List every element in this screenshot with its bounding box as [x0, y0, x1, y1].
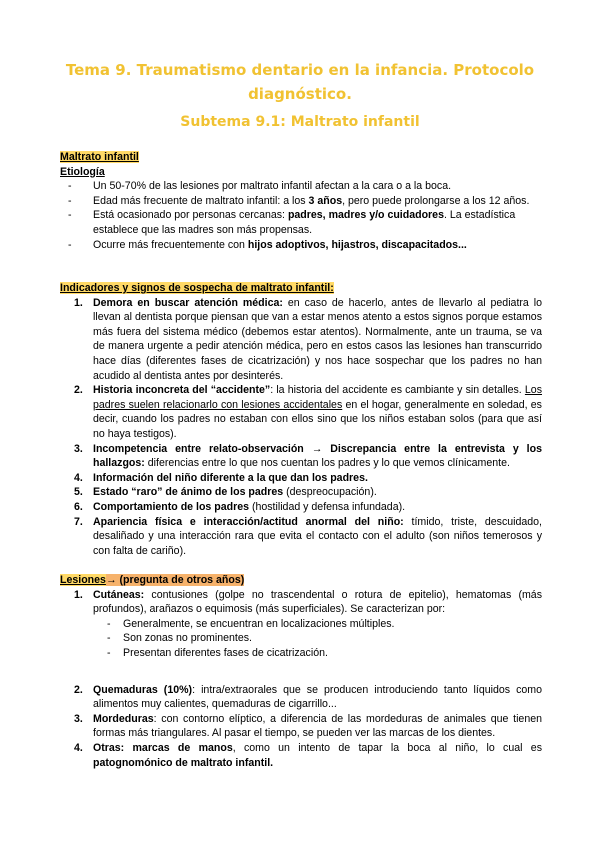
list-item: 3. Mordeduras: con contorno elíptico, a diferencia de las mordeduras de animales que tienen formas más triangulares. Al pasar el tiempo, se pueden ver las marcas de los dientes.: [74, 712, 542, 740]
document-title: [60, 58, 540, 106]
list-item: - Ocurre más frecuentemente con hijos adoptivos, hijastros, discapacitados...: [60, 238, 542, 253]
section-etiology: [60, 150, 542, 252]
list-item: 4. Otras: marcas de manos, como un intento de tapar la boca al niño, lo cual es patognomónico de maltrato infantil.: [74, 741, 542, 769]
list-item: - Un 50-70% de las lesiones por maltrato infantil afectan a la cara o a la boca.: [60, 179, 542, 194]
sub-list-item: - Generalmente, se encuentran en localizaciones múltiples.: [93, 617, 542, 632]
list-item: - Edad más frecuente de maltrato infantil: a los 3 años, pero puede prolongarse a los 12 años.: [60, 194, 542, 209]
section-indicators: [60, 281, 542, 558]
list-item: 5. Estado “raro” de ánimo de los padres (despreocupación).: [74, 486, 377, 499]
title-line-1: Tema 9. Traumatismo dentario en la infancia. Protocolo: [65, 61, 535, 79]
sub-list-item: - Son zonas no prominentes.: [93, 631, 542, 646]
list-item: 6. Comportamiento de los padres (hostilidad y defensa infundada).: [74, 500, 406, 513]
section-heading-indicadores: Indicadores y signos de sospecha de maltrato infantil:: [60, 282, 334, 294]
list-item: 7. Apariencia física e interacción/actitud anormal del niño: tímido, triste, descuidado, desaliñado y una interacción rara que evita el contacto con el adulto (son niños temerosos y con falta de cariño).: [74, 515, 543, 557]
list-item: 3. Incompetencia entre relato-observación → Discrepancia entre la entrevista y los hallazgos: diferencias entre lo que nos cuentan los padres y lo que vemos clínicamente.: [74, 442, 542, 470]
section-heading-lesiones: Lesiones: [60, 574, 106, 586]
subheading-etiologia: Etiología: [60, 165, 105, 178]
sub-list: [93, 617, 542, 661]
list-item: 1. Demora en buscar atención médica: en caso de hacerlo, antes de llevarlo al pediatra lo llevan al dentista porque piensan que van a estar menos atento a estos signos porque estamos más fuera del sistema médico (debemos estar atentos). Normalmente, ante un trauma, se va de manera urgente a pedir atención médica, pero en estos casos las lesiones han transcurrido hace días (diferentes fases de cicatrización) y nos hace sospechar que los padres no han acudido al dentista antes por desinterés.: [74, 296, 542, 382]
list-item: 4. Información del niño diferente a la que dan los padres.: [74, 471, 368, 484]
list-item: - Está ocasionado por personas cercanas: padres, madres y/o cuidadores. La estadística establece que las madres son más propensas.: [60, 208, 542, 237]
title-line-2: diagnóstico.: [248, 85, 352, 103]
section-lesiones: [60, 573, 542, 770]
sub-list-item: - Presentan diferentes fases de cicatrización.: [93, 646, 542, 661]
lesiones-list: [60, 588, 542, 771]
document-subtitle: Subtema 9.1: Maltrato infantil: [180, 114, 420, 130]
list-item: 2. Historia inconcreta del “accidente”: la historia del accidente es cambiante y sin detalles. Los padres suelen relacionarlo con lesiones accidentales en el hogar, generalmente en soledad, es decir, cuando los padres no estaban con ellos sino que los niños estaban solos (para que así no haya testigos).: [74, 384, 542, 440]
indicators-list: [60, 296, 542, 559]
list-item: 1. Cutáneas: contusiones (golpe no trascendental o rotura de epitelio), hematomas (más profundos), arañazos o equimosis (más superficiales). Se caracterizan por: - Generalmente, se encuentran en localizaciones múltiples. - Son zonas no prominentes. - Presentan diferentes fases de cicatrización.: [60, 588, 542, 683]
section-heading-note: → (pregunta de otros años): [105, 574, 245, 586]
list-item: 2. Quemaduras (10%): intra/extraorales que se producen introduciendo tanto líquidos como alimentos muy calientes, quemaduras de cigarrillo...: [74, 683, 543, 711]
etiology-list: [60, 179, 542, 252]
section-heading-maltrato: Maltrato infantil: [60, 151, 139, 163]
